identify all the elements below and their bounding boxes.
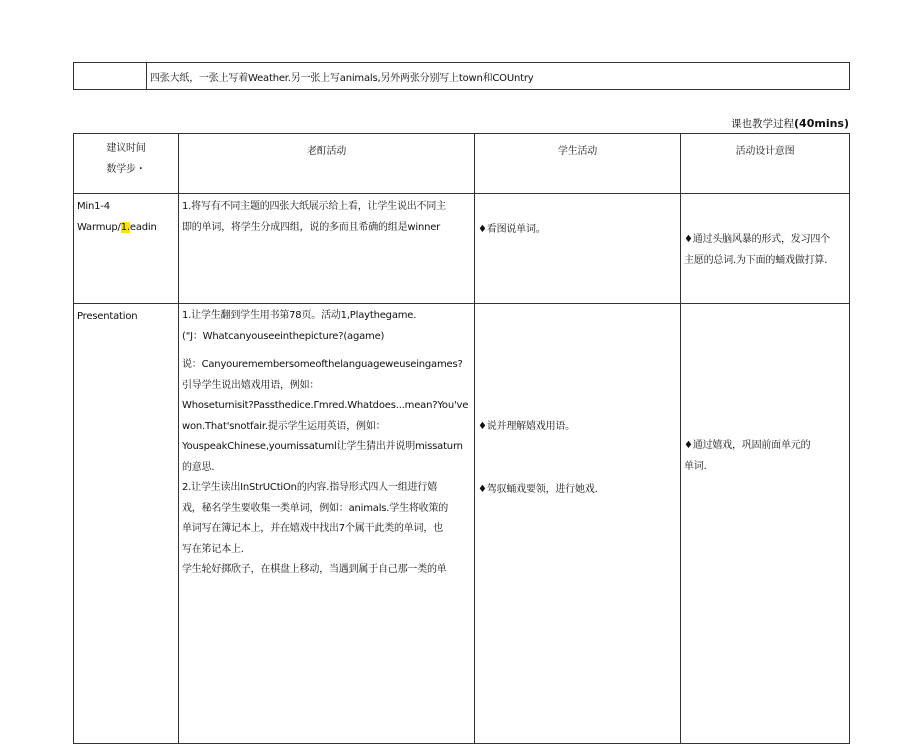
teacher-activity-cell bbox=[179, 304, 475, 744]
step-line1: Min1-4 bbox=[77, 201, 110, 212]
caption-prefix: 课也教学过程 bbox=[731, 118, 795, 130]
purpose-line: ♦通过头脑风暴的形式，发习四个 bbox=[684, 234, 830, 245]
design-purpose-cell bbox=[681, 304, 850, 744]
teacher-line: 2.让学生读出InStrUCtiOn的内容.指导形式四人一组进行嬉 bbox=[182, 482, 437, 493]
student-line: ♦看图说单词。 bbox=[478, 224, 546, 235]
spacer bbox=[478, 437, 677, 479]
step-line1: Presentation bbox=[77, 311, 138, 322]
header-step-line2: 数学步・ bbox=[106, 164, 146, 175]
purpose-line: 单词. bbox=[684, 461, 707, 472]
header-teacher-activity bbox=[179, 134, 475, 194]
student-line: ♦驾驭蛹戏要领，进行她戏. bbox=[478, 484, 598, 495]
materials-label-cell bbox=[74, 63, 147, 90]
table-row bbox=[74, 304, 850, 744]
step-cell bbox=[74, 194, 179, 304]
highlighted-text: 1. bbox=[120, 222, 130, 233]
teacher-line: 引导学生说出嬉戏用语，例如： bbox=[182, 379, 320, 391]
header-step-time bbox=[74, 134, 179, 194]
header-teacher-label: 老酊活动 bbox=[306, 146, 347, 157]
step-line2 bbox=[77, 217, 175, 238]
teacher-line: 1.将写有不同主题的四张大纸展示给上看，让学生说出不同主 bbox=[182, 201, 446, 212]
step-cell bbox=[74, 304, 179, 744]
student-activity-cell bbox=[475, 304, 681, 744]
header-step-line1: 建议时间 bbox=[106, 143, 146, 154]
materials-row bbox=[74, 63, 850, 90]
teacher-line: YouspeakChinese,youmissatuml让学生猜出并说明missaturn bbox=[182, 441, 463, 452]
teacher-line: 写在笫记本上. bbox=[182, 543, 244, 555]
header-design-purpose bbox=[681, 134, 850, 194]
materials-table bbox=[73, 62, 850, 90]
teacher-line: ("J：Whatcanyouseeinthepicture?(agame) bbox=[182, 330, 385, 342]
materials-text-cell bbox=[147, 63, 850, 90]
purpose-line: 主愿的总词.为下面的蛹戏做打算. bbox=[684, 255, 828, 266]
header-row bbox=[74, 134, 850, 194]
teacher-line: 1.让学生翻到学生用书第78页。活动1,Playthegame. bbox=[182, 310, 417, 321]
lesson-process-table bbox=[73, 133, 850, 744]
teacher-line: 学生轮好掷欣子，在棋盘上移动，当遇到属于自己那一类的单 bbox=[182, 564, 447, 575]
header-purpose-label: 活动设计意图 bbox=[735, 146, 795, 157]
step-line2-post: eadin bbox=[129, 222, 157, 233]
materials-text: 四张大纸，一张上写着Weather.另一张上写animals,另外两张分别写上town和COUntry bbox=[150, 72, 534, 84]
header-student-label: 学生活动 bbox=[557, 146, 598, 157]
design-purpose-cell bbox=[681, 194, 850, 304]
header-student-activity bbox=[475, 134, 681, 194]
teacher-line: 戏，秘名学生要收集一类单词，例如：animals.学生将收策的 bbox=[182, 502, 449, 514]
student-line: ♦说并理解嬉戏用语。 bbox=[478, 421, 575, 432]
teacher-line: 即的单词，将学生分成四组，说的多而且希确的组是winner bbox=[182, 222, 441, 233]
section-caption bbox=[731, 116, 849, 131]
student-activity-cell bbox=[475, 194, 681, 304]
teacher-line: 的意思. bbox=[182, 461, 215, 473]
teacher-line: Whoseturnisit?Passthedice.Γmred.Whatdoes...mean?You've bbox=[182, 400, 469, 411]
spacer bbox=[182, 347, 471, 355]
step-line2-pre: Warmup/ bbox=[77, 222, 121, 233]
teacher-activity-cell bbox=[179, 194, 475, 304]
teacher-line: 单词写在簿记本上，并在嬉戏中找出7个属干此类的单词，也 bbox=[182, 523, 443, 534]
table-row bbox=[74, 194, 850, 304]
purpose-line: ♦通过嬉戏，巩固前面单元的 bbox=[684, 440, 811, 451]
teacher-line: won.That'snotfair.提示学生运用英语，例如： bbox=[182, 420, 386, 432]
caption-duration: (40mins) bbox=[794, 117, 849, 130]
teacher-line: 说：Canyouremembersomeofthelanguageweuseingames? bbox=[182, 359, 463, 370]
